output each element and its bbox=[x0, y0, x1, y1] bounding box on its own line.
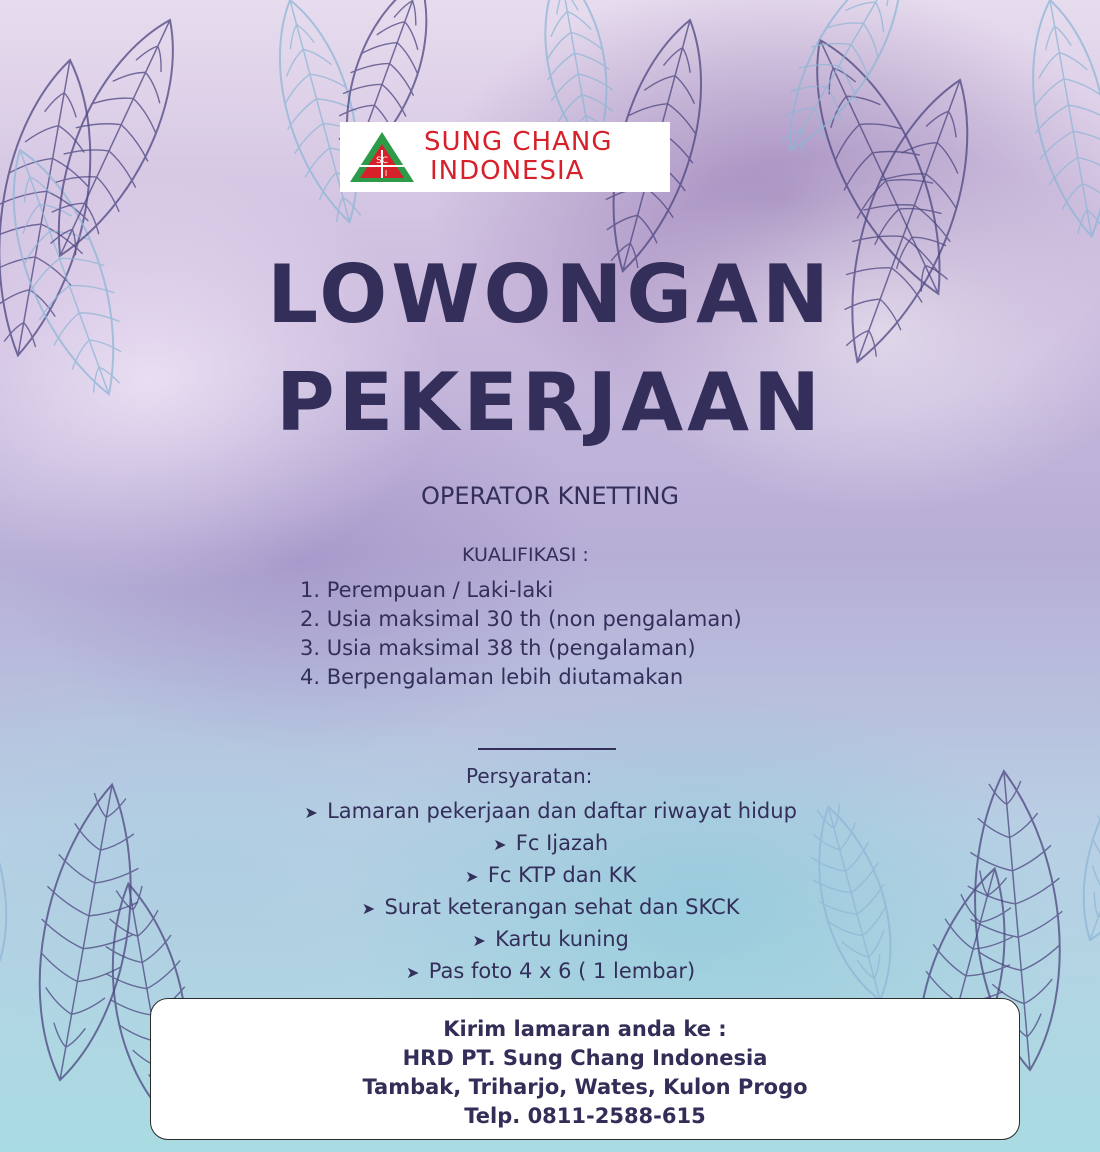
leaf-shape bbox=[256, 0, 384, 231]
requirement-item bbox=[0, 924, 1100, 956]
arrowhead-bullet-icon: ➤ bbox=[406, 963, 420, 982]
section-divider bbox=[478, 748, 616, 750]
company-logo bbox=[340, 122, 670, 192]
logo-line-1: SUNG CHANG bbox=[424, 127, 613, 157]
arrowhead-bullet-icon: ➤ bbox=[472, 931, 486, 950]
logo-line-2: INDONESIA bbox=[430, 156, 585, 186]
qualification-item: 1. Perempuan / Laki-laki bbox=[300, 578, 554, 602]
arrowhead-bullet-icon: ➤ bbox=[493, 835, 507, 854]
requirement-item bbox=[0, 860, 1100, 892]
contact-line-1: Kirim lamaran anda ke : bbox=[443, 1017, 727, 1041]
requirement-item bbox=[0, 892, 1100, 924]
logo-wordmark bbox=[424, 128, 612, 186]
title-line-1: LOWONGAN bbox=[267, 248, 833, 341]
requirement-item bbox=[0, 956, 1100, 988]
qualification-item: 3. Usia maksimal 38 th (pengalaman) bbox=[300, 636, 696, 660]
requirements-list bbox=[0, 796, 1100, 988]
requirement-text: Surat keterangan sehat dan SKCK bbox=[384, 895, 740, 919]
requirements-heading: Persyaratan: bbox=[466, 764, 593, 788]
job-position: OPERATOR KNETTING bbox=[420, 482, 680, 510]
qualifications-list bbox=[300, 576, 742, 692]
requirement-text: Pas foto 4 x 6 ( 1 lembar) bbox=[428, 959, 696, 983]
logo-mark-text-2: I bbox=[384, 169, 388, 178]
leaf-shape bbox=[1013, 0, 1100, 243]
contact-box bbox=[150, 998, 1020, 1140]
contact-phone: Telp. 0811-2588-615 bbox=[464, 1104, 706, 1128]
title-line-2: PEKERJAAN bbox=[275, 356, 825, 449]
requirement-item bbox=[0, 828, 1100, 860]
requirement-text: Kartu kuning bbox=[495, 927, 629, 951]
requirement-text: Fc KTP dan KK bbox=[487, 863, 637, 887]
contact-line-3: Tambak, Triharjo, Wates, Kulon Progo bbox=[362, 1075, 808, 1099]
logo-mark-text-1: SC bbox=[376, 156, 388, 166]
logo-triangle-icon bbox=[348, 130, 416, 184]
arrowhead-bullet-icon: ➤ bbox=[304, 803, 318, 822]
arrowhead-bullet-icon: ➤ bbox=[465, 867, 479, 886]
requirement-text: Fc Ijazah bbox=[515, 831, 609, 855]
arrowhead-bullet-icon: ➤ bbox=[361, 899, 376, 918]
qualifications-heading: KUALIFIKASI : bbox=[462, 544, 589, 566]
requirement-text: Lamaran pekerjaan dan daftar riwayat hidup bbox=[327, 799, 797, 823]
qualification-item: 2. Usia maksimal 30 th (non pengalaman) bbox=[300, 607, 742, 631]
qualification-item: 4. Berpengalaman lebih diutamakan bbox=[300, 665, 684, 689]
contact-line-2: HRD PT. Sung Chang Indonesia bbox=[402, 1046, 768, 1070]
requirement-item bbox=[0, 796, 1100, 828]
